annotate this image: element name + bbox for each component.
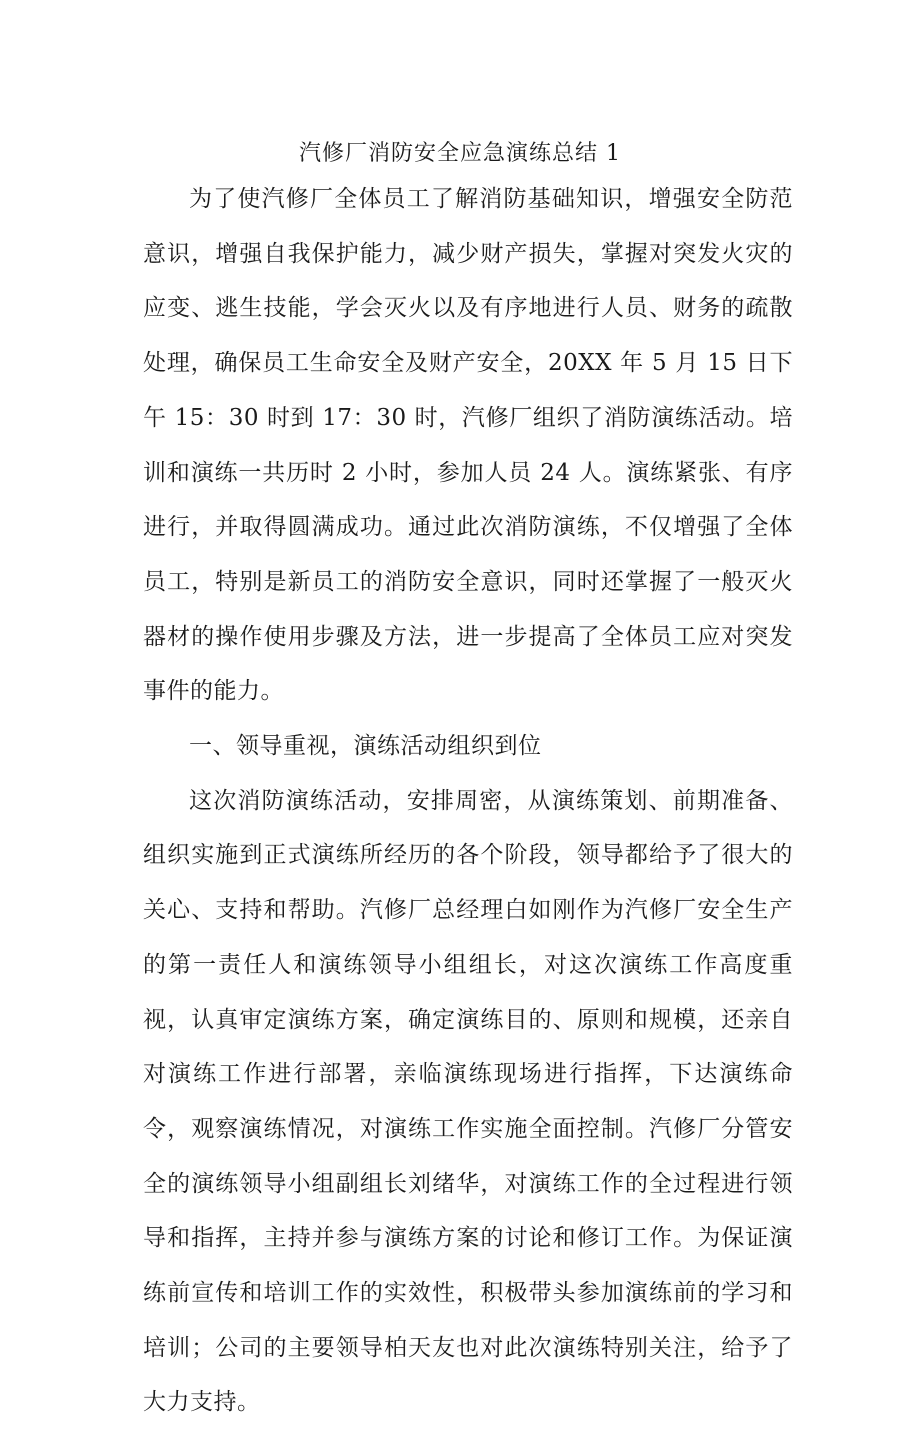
document-body	[143, 172, 793, 1430]
paragraph-intro: 为了使汽修厂全体员工了解消防基础知识，增强安全防范意识，增强自我保护能力，减少财产损失，掌握对突发火灾的应变、逃生技能，学会灭火以及有序地进行人员、财务的疏散处理，确保员工生命安全及财产安全，20XX 年 5 月 15 日下午 15：30 时到 17：30 时，汽修厂组织了消防演练活动。培训和演练一共历时 2 小时，参加人员 24 人。演练紧张、有序进行，并取得圆满成功。通过此次消防演练，不仅增强了全体员工，特别是新员工的消防安全意识，同时还掌握了一般灭火器材的操作使用步骤及方法，进一步提高了全体员工应对突发事件的能力。	[143, 186, 793, 705]
document-title: 汽修厂消防安全应急演练总结 1	[299, 141, 621, 166]
section-heading-1: 一、领导重视，演练活动组织到位	[189, 733, 542, 760]
paragraph-leadership: 这次消防演练活动，安排周密，从演练策划、前期准备、组织实施到正式演练所经历的各个阶段，领导都给予了很大的关心、支持和帮助。汽修厂总经理白如刚作为汽修厂安全生产的第一责任人和演练领导小组组长，对这次演练工作高度重视，认真审定演练方案，确定演练目的、原则和规模，还亲自对演练工作进行部署，亲临演练现场进行指挥，下达演练命令，观察演练情况，对演练工作实施全面控制。汽修厂分管安全的演练领导小组副组长刘绪华，对演练工作的全过程进行领导和指挥，主持并参与演练方案的讨论和修订工作。为保证演练前宣传和培训工作的实效性，积极带头参加演练前的学习和培训；公司的主要领导柏天友也对此次演练特别关注，给予了大力支持。	[143, 787, 793, 1416]
